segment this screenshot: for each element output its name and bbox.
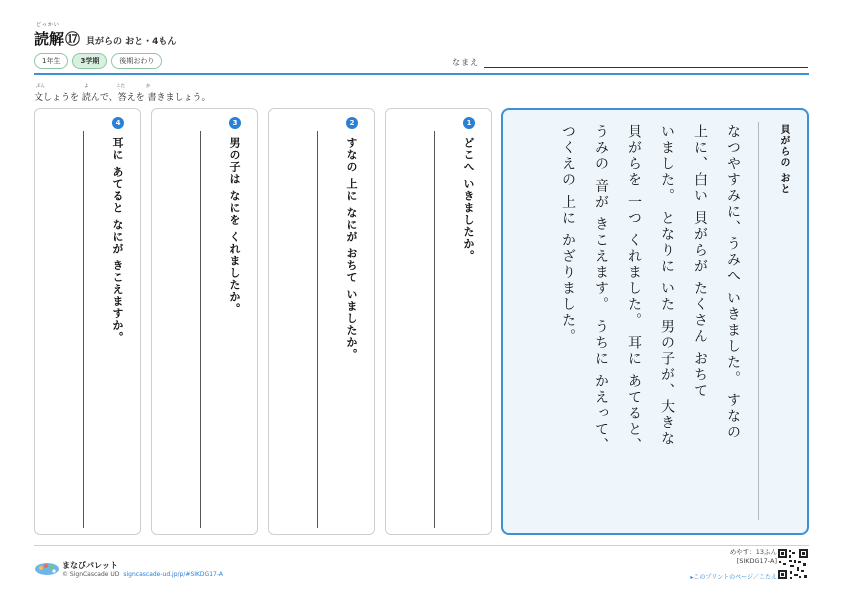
story-body [551, 124, 749, 524]
time-estimate-text: めやす：13ふん [729, 548, 777, 556]
story-line: 貝がらを 一つ くれました。 耳に あてると、 [626, 124, 642, 454]
answer-line[interactable] [317, 131, 318, 528]
story-divider [758, 122, 759, 520]
instruction-text: 文しょうを 読んで、答えを 書きましょう。 [34, 93, 211, 103]
question-panel-1 [385, 108, 492, 535]
story-line: なつやすみに、うみへ いきました。 すなの [725, 124, 741, 441]
title-number: ⑰ [65, 30, 81, 48]
question-text: 男の子は なにを くれましたか。 [228, 137, 241, 315]
brand-name: まなびパレット [62, 561, 118, 570]
question-text: 耳に あてると なにが きこえますか。 [111, 137, 124, 344]
time-estimate [730, 548, 777, 566]
instruction-furigana: よ [84, 84, 89, 89]
question-panel-2 [268, 108, 375, 535]
header-divider [34, 73, 809, 75]
footer-divider [34, 545, 809, 546]
copyright [62, 571, 223, 578]
page-title [34, 28, 176, 49]
question-text: どこへ いきましたか。 [462, 137, 475, 262]
name-field[interactable] [484, 67, 808, 68]
print-page-link[interactable]: ▸このプリントのページ／こたえ [690, 574, 777, 581]
question-number-badge: 2 [346, 117, 358, 129]
title-subtitle: 貝がらの おと・4もん [86, 37, 177, 47]
story-title: 貝がらの おと [778, 124, 789, 195]
tag-term: 3学期 [72, 53, 107, 69]
instruction-furigana: こた [116, 84, 125, 89]
answer-line[interactable] [434, 131, 435, 528]
question-text: すなの 上に なにが おちて いましたか。 [345, 137, 358, 361]
qr-code-icon[interactable] [777, 548, 809, 580]
story-line: うみの 音が きこえます。 うちに かえって、 [593, 124, 609, 454]
copyright-text: © SignCascade UD [62, 571, 120, 578]
story-line: つくえの 上に かざりました。 [560, 124, 576, 345]
site-link[interactable]: signcascade-ud.jp/p/#SIKDG17-A [123, 571, 223, 578]
worksheet-code: [SIKDG17-A] [736, 557, 777, 565]
story-line: 上に、白い 貝がらが たくさん おちて [692, 124, 708, 400]
question-panel-4 [34, 108, 141, 535]
question-number-badge: 4 [112, 117, 124, 129]
palette-logo-icon [34, 560, 60, 576]
name-label: なまえ [452, 58, 479, 67]
title-text: 読解 [34, 30, 65, 48]
story-panel [501, 108, 809, 535]
question-number-badge: 1 [463, 117, 475, 129]
question-number-badge: 3 [229, 117, 241, 129]
title-furigana: どっかい [36, 22, 60, 28]
instruction-furigana: か [146, 84, 151, 89]
answer-line[interactable] [83, 131, 84, 528]
tag-grade: 1年生 [34, 53, 68, 69]
story-line: いました。 となりに いた 男の子が、大きな [659, 124, 675, 448]
tag-period: 後期おわり [111, 53, 162, 69]
grade-tags [34, 53, 162, 69]
instruction-furigana: ぶん [36, 84, 45, 89]
answer-line[interactable] [200, 131, 201, 528]
question-panel-3 [151, 108, 258, 535]
